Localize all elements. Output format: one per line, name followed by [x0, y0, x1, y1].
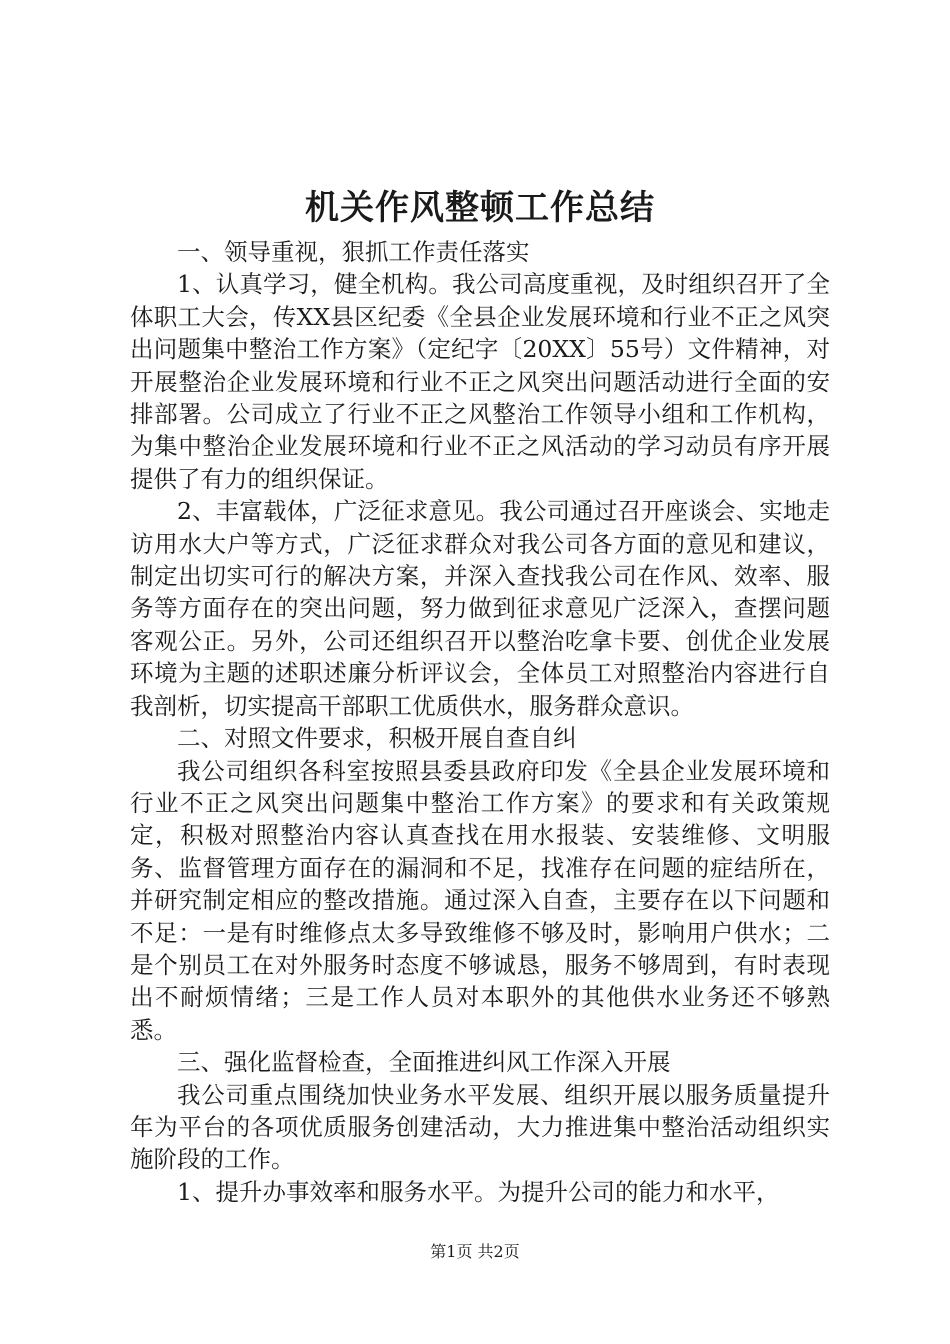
- document-page: [130, 180, 830, 1208]
- paragraph-2: 2、丰富载体，广泛征求意见。我公司通过召开座谈会、实地走访用水大户等方式，广泛征求群众对我公司各方面的意见和建议，制定出切实可行的解决方案，并深入查找我公司在作风、效率、服务等方面存在的突出问题，努力做到征求意见广泛深入，查摆问题客观公正。另外，公司还组织召开以整治吃拿卡要、创优企业发展环境为主题的述职述廉分析评议会，全体员工对照整治内容进行自我剖析，切实提高干部职工优质供水，服务群众意识。: [130, 497, 830, 720]
- paragraph-4: 我公司重点围绕加快业务水平发展、组织开展以服务质量提升年为平台的各项优质服务创建活动，大力推进集中整治活动组织实施阶段的工作。: [130, 1080, 830, 1174]
- section-heading-1: 一、领导重视，狠抓工作责任落实: [177, 238, 530, 266]
- paragraph-5: 1、提升办事效率和服务水平。为提升公司的能力和水平，: [177, 1177, 780, 1206]
- section-heading-3: 三、强化监督检查，全面推进纠风工作深入开展: [177, 1048, 671, 1077]
- document-title: 机关作风整顿工作总结: [305, 188, 655, 228]
- page-number-footer: 第1页 共2页: [430, 1242, 520, 1261]
- paragraph-1: 1、认真学习，健全机构。我公司高度重视，及时组织召开了全体职工大会，传XX县区纪委《全县企业发展环境和行业不正之风突出问题集中整治工作方案》（定纪字〔20XX〕55号）文件精神，对开展整治企业发展环境和行业不正之风突出问题活动进行全面的安排部署。公司成立了行业不正之风整治工作领导小组和工作机构，为集中整治企业发展环境和行业不正之风活动的学习动员有序开展提供了有力的组织保证。: [130, 270, 830, 493]
- section-heading-2: 二、对照文件要求，积极开展自查自纠: [177, 724, 577, 753]
- paragraph-3: 我公司组织各科室按照县委县政府印发《全县企业发展环境和行业不正之风突出问题集中整治工作方案》的要求和有关政策规定，积极对照整治内容认真查找在用水报装、安装维修、文明服务、监督管理方面存在的漏洞和不足，找准存在问题的症结所在，并研究制定相应的整改措施。通过深入自查，主要存在以下问题和不足：一是有时维修点太多导致维修不够及时，影响用户供水；二是个别员工在对外服务时态度不够诚恳，服务不够周到，有时表现出不耐烦情绪；三是工作人员对本职外的其他供水业务还不够熟悉。: [130, 756, 830, 1044]
